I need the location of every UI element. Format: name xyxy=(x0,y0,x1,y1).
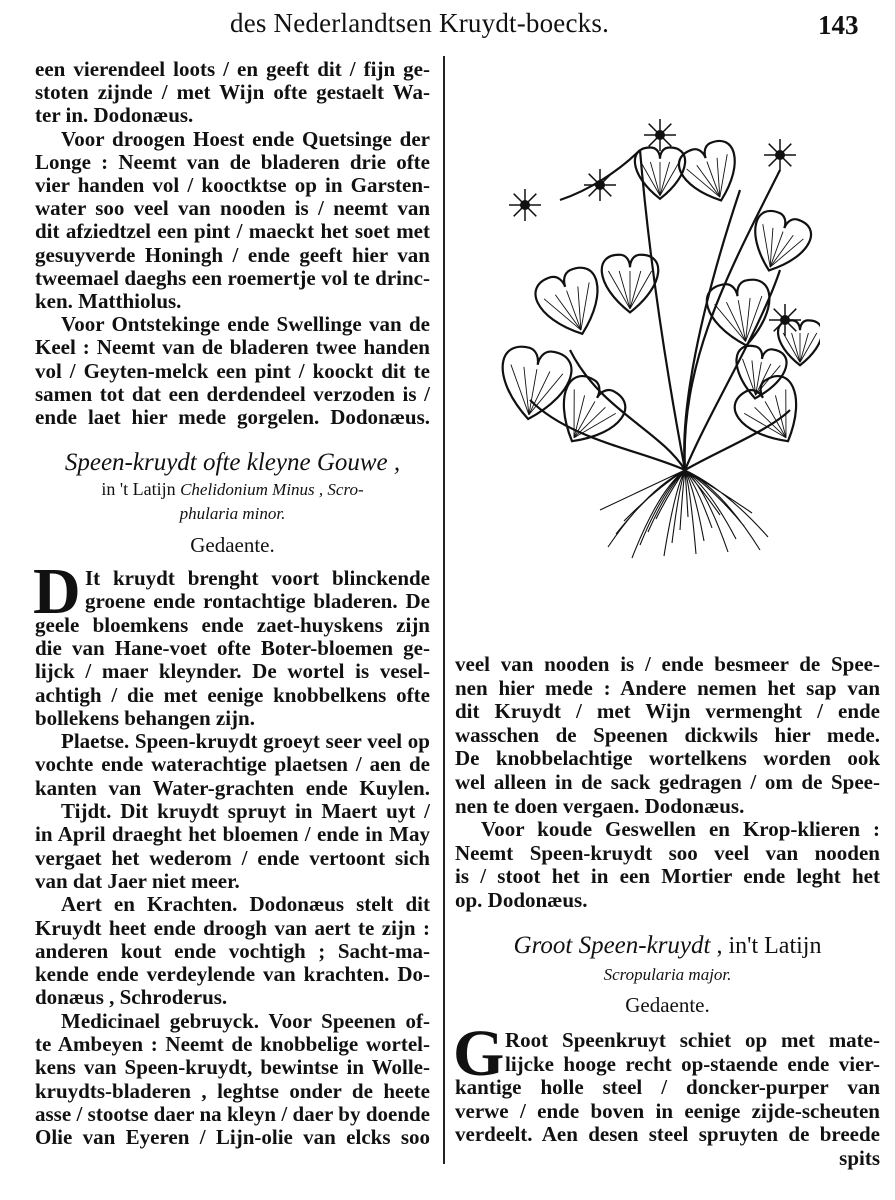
text-line: Longe : Neemt van de bladeren drie ofte xyxy=(35,149,430,174)
left-heading-title: Speen-kruydt ofte kleyne Gouwe , xyxy=(64,449,401,476)
text-line: samen tot dat een derdendeel verzoden is / xyxy=(35,381,430,406)
left-section-heading: Gedaente. xyxy=(190,533,275,557)
drop-cap-d: D xyxy=(33,555,81,628)
text-line: verdeelt. Aen desen steel spruyten de breede xyxy=(455,1122,880,1146)
text-line: vol / Geyten-melck een pint / koockt dit te xyxy=(35,358,430,383)
text-line: kruydts-bladeren , leghtse onder de heete xyxy=(35,1078,430,1103)
text-line: Voor droogen Hoest ende Quetsinge der xyxy=(61,126,430,151)
text-line: Voor koude Geswellen en Krop-klieren : xyxy=(481,817,880,842)
text-line: bollekens behangen zijn. xyxy=(35,705,255,730)
right-section-heading: Gedaente. xyxy=(625,993,710,1017)
text-line: ken. Matthiolus. xyxy=(35,289,182,313)
text-line: Voor Ontstekinge ende Swellinge van de xyxy=(61,312,430,337)
latin-name-cont: phularia minor. xyxy=(179,504,286,523)
text-line: die van Hane-voet ofte Boter-bloemen ge- xyxy=(35,635,430,660)
text-line: geele bloemkens ende zaet-huyskens zijn xyxy=(35,612,430,637)
text-line: Kruydt heet ende droogh van aert te zijn : xyxy=(35,915,430,940)
text-line: dit Kruydt / met Wijn vermenght / ende xyxy=(455,699,880,724)
text-line: Medicinael gebruyck. Voor Speenen of- xyxy=(61,1008,430,1033)
text-line: is / stoot het in een Mortier ende leght het xyxy=(455,864,880,889)
text-line: wel alleen in de sack gedragen / om de Spee- xyxy=(455,770,880,794)
latin-prefix: in 't Latijn xyxy=(101,479,181,499)
text-line: te Ambeyen : Neemt de knobbelige wortel- xyxy=(35,1032,430,1056)
text-line: nen hier mede : Andere nemen het sap van xyxy=(455,675,880,700)
text-line: lijcke hooge recht op-staende ende vier- xyxy=(505,1051,880,1076)
left-heading-latin xyxy=(35,479,430,500)
text-line: dit afziedtzel een pint / maeckt het soet met xyxy=(35,219,430,244)
text-line: Tijdt. Dit kruydt spruyt in Maert uyt / xyxy=(61,799,430,823)
text-line: kende ende verdeylende van krachten. Do- xyxy=(35,962,430,987)
text-line: Aert en Krachten. Dodonæus stelt dit xyxy=(61,892,430,917)
text-line: op. Dodonæus. xyxy=(455,888,588,912)
right-heading-title: Groot Speen-kruydt xyxy=(513,932,711,959)
text-line: spits xyxy=(839,1145,880,1170)
right-heading-latin xyxy=(455,964,880,985)
running-title: des Nederlandtsen Kruydt-boecks. xyxy=(230,8,610,38)
text-line: Root Speenkruyt schiet op met mate- xyxy=(505,1028,880,1052)
text-line: De knobbelachtige wortelkens worden ook xyxy=(455,746,880,771)
text-line: vier handen vol / kooctktse op in Garsten- xyxy=(35,173,430,197)
text-line: verwe / ende boven in eenige zijde-scheuten xyxy=(455,1098,880,1123)
text-line: asse / stootse daer na kleyn / daer by doende xyxy=(35,1101,430,1126)
text-line: nen te doen vergaen. Dodonæus. xyxy=(455,793,745,818)
text-line: donæus , Schroderus. xyxy=(35,985,228,1010)
text-line: vergaet het wederom / ende vertoont sich xyxy=(35,845,430,870)
left-heading-latin-2 xyxy=(35,503,430,524)
text-line: water soo veel van nooden is / neemt van xyxy=(35,196,430,221)
text-line: Neemt Speen-kruydt soo veel van nooden xyxy=(455,840,880,865)
text-line: lijck / maer kleynder. De wortel is vesel- xyxy=(35,659,430,684)
text-line: anderen kout ende vochtigh ; Sacht-ma- xyxy=(35,938,430,963)
text-line: wasschen de Speenen dickwils hier mede. xyxy=(455,722,880,747)
text-line: achtigh / die met eenige knobbelkens ofte xyxy=(35,682,430,707)
text-line: van dat Jaer niet meer. xyxy=(35,868,240,893)
text-line: kantige holle steel / doncker-purper van xyxy=(455,1075,880,1099)
text-line: tweemael daeghs een roemertje vol te drinc- xyxy=(35,265,430,290)
drop-cap-g: G xyxy=(453,1017,505,1090)
text-line: Plaetse. Speen-kruydt groeyt seer veel op xyxy=(61,729,430,754)
right-heading-latin-prefix: , in't Latijn xyxy=(710,933,822,959)
text-line: ter in. Dodonæus. xyxy=(35,103,194,128)
text-line: veel van nooden is / ende besmeer de Spee- xyxy=(455,652,880,676)
text-line: groene ende rontachtige bladeren. De xyxy=(85,589,430,614)
latin-name: Chelidonium Minus , Scro- xyxy=(180,480,364,499)
text-line: It kruydt brenght voort blinckende xyxy=(85,566,430,590)
text-line: een vierendeel loots / en geeft dit / fijn ge- xyxy=(35,57,430,81)
text-line: Olie van Eyeren / Lijn-olie van elcks soo xyxy=(35,1125,430,1150)
text-line: Keel : Neemt van de bladeren twee handen xyxy=(35,335,430,360)
right-heading xyxy=(455,932,880,960)
text-line: gesuyverde Honingh / ende geeft hier van xyxy=(35,242,430,267)
text-line: stoten zijnde / met Wijn ofte gestaelt Wa- xyxy=(35,80,430,105)
page-number: 143 xyxy=(818,10,859,40)
text-line: vochte ende waterachtige plaetsen / aen de xyxy=(35,752,430,777)
text-line: in April draeght het bloemen / ende in May xyxy=(35,822,430,847)
text-line: ende laet hier mede gorgelen. Dodonæus. xyxy=(35,405,430,429)
column-divider xyxy=(443,56,445,1164)
text-line: kanten van Water-grachten ende Kuylen. xyxy=(35,775,430,800)
text-line: kens van Speen-kruydt, bewintse in Wolle- xyxy=(35,1055,430,1080)
latin-name: Scropularia major. xyxy=(603,965,732,984)
plant-woodcut-icon xyxy=(480,110,820,570)
